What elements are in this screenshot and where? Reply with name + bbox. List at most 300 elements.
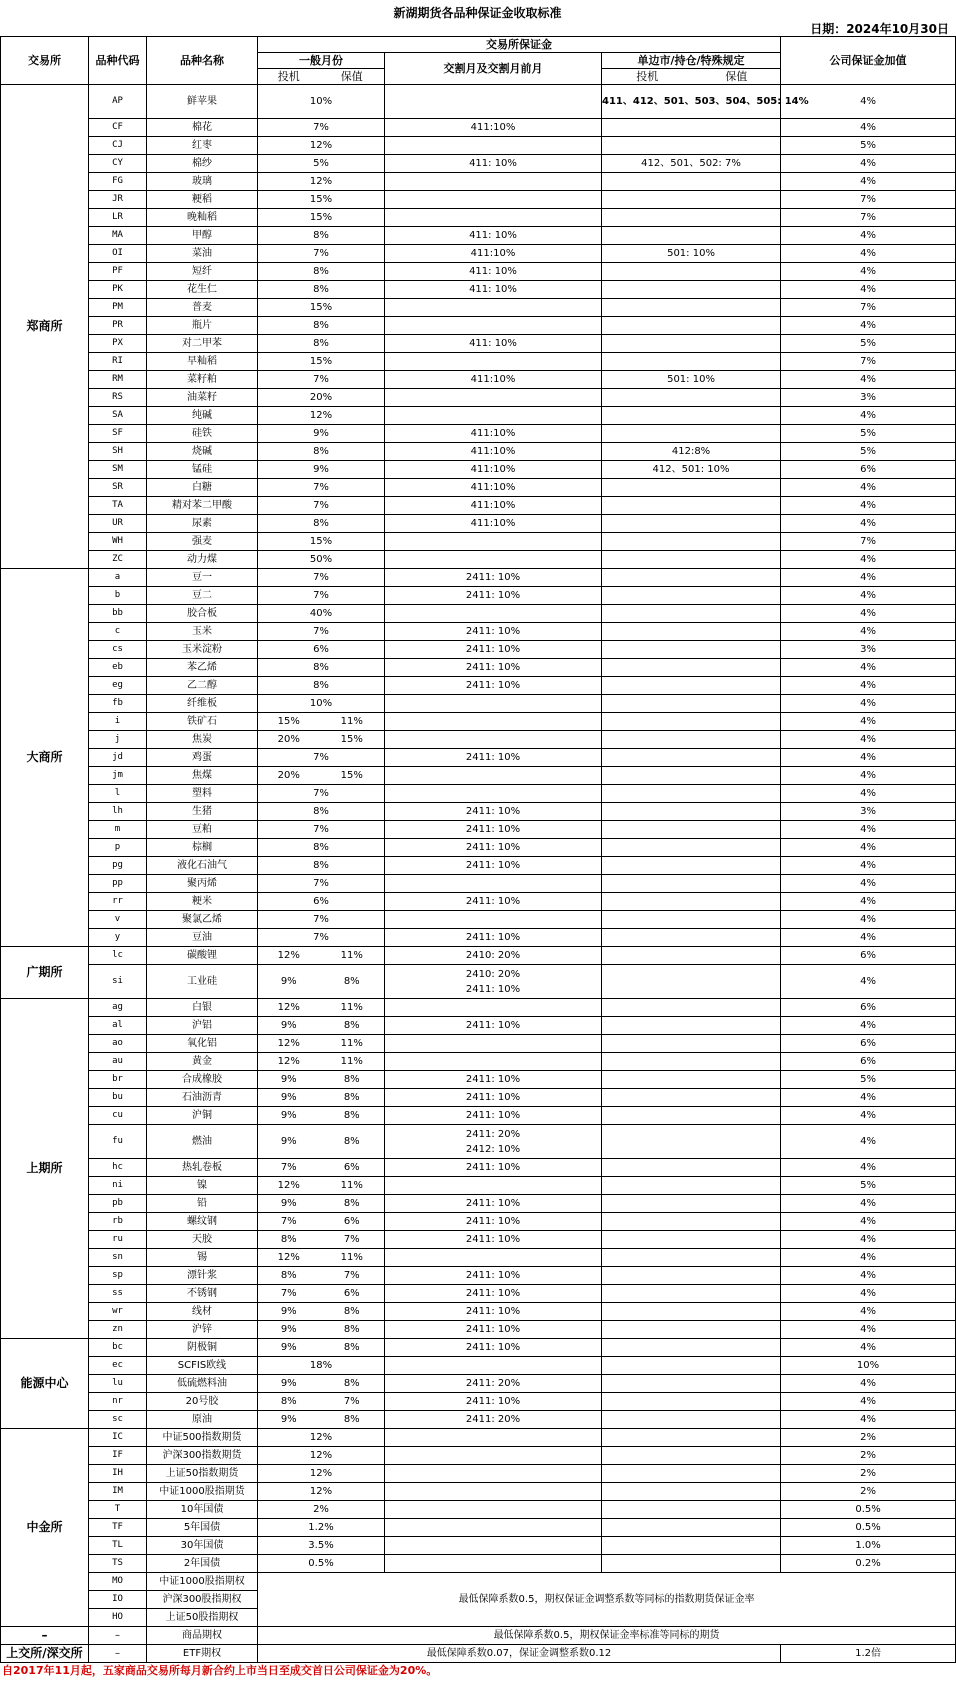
product-name: 焦炭 xyxy=(147,731,258,749)
special-margin xyxy=(602,929,781,947)
product-name: 阴极铜 xyxy=(147,1339,258,1357)
table-row xyxy=(1,1573,956,1591)
product-code: sc xyxy=(89,1411,147,1429)
product-code: sp xyxy=(89,1267,147,1285)
delivery-margin xyxy=(385,1501,602,1519)
special-margin: 412:8% xyxy=(602,443,781,461)
delivery-margin-line: 2411: 10% xyxy=(465,1198,521,1209)
table-row xyxy=(1,623,956,641)
product-code: MO xyxy=(89,1573,147,1591)
table-row xyxy=(1,641,956,659)
company-add: 4% xyxy=(781,1195,956,1213)
company-add: 3% xyxy=(781,641,956,659)
product-name: 聚丙烯 xyxy=(147,875,258,893)
product-code: ni xyxy=(89,1177,147,1195)
delivery-margin-line: 2410: 20% xyxy=(465,950,521,961)
company-add: 4% xyxy=(781,911,956,929)
delivery-margin xyxy=(385,569,602,587)
company-add: 4% xyxy=(781,1321,956,1339)
company-add: 4% xyxy=(781,1159,956,1177)
product-name: 沪铝 xyxy=(147,1017,258,1035)
header-hedge-2: 保值 xyxy=(693,69,781,85)
special-margin xyxy=(602,947,781,965)
general-margin-spec: 7% xyxy=(258,1159,320,1177)
table-row xyxy=(1,371,956,389)
special-margin xyxy=(602,1303,781,1321)
table-row xyxy=(1,1177,956,1195)
general-margin-spec: 9% xyxy=(258,965,320,999)
product-name: 豆一 xyxy=(147,569,258,587)
product-name: 氧化铝 xyxy=(147,1035,258,1053)
footnote: 自2017年11月起，五家商品交易所每月新合约上市当日至成交首日公司保证金为20%。 xyxy=(2,1664,438,1677)
special-margin xyxy=(602,1231,781,1249)
delivery-margin xyxy=(385,317,602,335)
delivery-margin xyxy=(385,857,602,875)
product-name: 燃油 xyxy=(147,1125,258,1159)
exchange-cell: 郑商所 xyxy=(1,85,89,569)
company-add: 4% xyxy=(781,965,956,999)
header-single-side: 单边市/持仓/特殊规定 xyxy=(602,53,781,69)
product-name: 商品期权 xyxy=(147,1627,258,1645)
delivery-margin xyxy=(385,371,602,389)
table-row xyxy=(1,1107,956,1125)
product-name: 5年国债 xyxy=(147,1519,258,1537)
general-margin-spec: 8% xyxy=(258,1267,320,1285)
delivery-margin xyxy=(385,1429,602,1447)
company-add: 3% xyxy=(781,803,956,821)
product-name: 上证50股指期权 xyxy=(147,1609,258,1627)
product-name: 上证50指数期货 xyxy=(147,1465,258,1483)
delivery-margin xyxy=(385,1465,602,1483)
general-margin-hedge: 11% xyxy=(320,999,385,1017)
general-margin: 15% xyxy=(258,191,385,209)
special-margin: 412、501、502: 7% xyxy=(602,155,781,173)
special-margin xyxy=(602,1267,781,1285)
general-margin-hedge: 11% xyxy=(320,1053,385,1071)
general-margin-spec: 12% xyxy=(258,1249,320,1267)
exchange-cell: 大商所 xyxy=(1,569,89,947)
delivery-margin xyxy=(385,515,602,533)
table-row xyxy=(1,515,956,533)
table-row xyxy=(1,1321,956,1339)
product-name: 豆二 xyxy=(147,587,258,605)
special-margin xyxy=(602,749,781,767)
special-margin xyxy=(602,227,781,245)
product-name: 30年国债 xyxy=(147,1537,258,1555)
special-margin xyxy=(602,317,781,335)
product-code: – xyxy=(89,1645,147,1663)
special-margin xyxy=(602,605,781,623)
header-spec: 投机 xyxy=(258,69,320,85)
general-margin: 8% xyxy=(258,317,385,335)
delivery-margin xyxy=(385,137,602,155)
delivery-margin xyxy=(385,191,602,209)
general-margin: 8% xyxy=(258,677,385,695)
product-code: RI xyxy=(89,353,147,371)
general-margin-spec: 9% xyxy=(258,1375,320,1393)
product-name: 纯碱 xyxy=(147,407,258,425)
company-add: 2% xyxy=(781,1483,956,1501)
general-margin-spec: 9% xyxy=(258,1303,320,1321)
product-name: 黄金 xyxy=(147,1053,258,1071)
table-row xyxy=(1,155,956,173)
table-row xyxy=(1,85,956,119)
product-name: 纤维板 xyxy=(147,695,258,713)
exchange-cell: 上交所/深交所 xyxy=(1,1645,89,1663)
company-add: 4% xyxy=(781,731,956,749)
delivery-margin-line: 2411: 20% xyxy=(465,1128,521,1140)
header-exchange: 交易所 xyxy=(1,37,89,85)
product-name: 硅铁 xyxy=(147,425,258,443)
general-margin-spec: 12% xyxy=(258,1177,320,1195)
company-add: 2% xyxy=(781,1465,956,1483)
product-code: CY xyxy=(89,155,147,173)
delivery-margin-line: 411: 10% xyxy=(469,284,517,295)
special-margin xyxy=(602,1053,781,1071)
product-code: LR xyxy=(89,209,147,227)
general-margin-spec: 9% xyxy=(258,1411,320,1429)
special-margin xyxy=(602,713,781,731)
table-row xyxy=(1,245,956,263)
delivery-margin xyxy=(385,1035,602,1053)
product-name: 中证1000股指期权 xyxy=(147,1573,258,1591)
delivery-margin xyxy=(385,803,602,821)
general-margin: 20% xyxy=(258,389,385,407)
product-name: 热轧卷板 xyxy=(147,1159,258,1177)
special-margin xyxy=(602,515,781,533)
product-code: zn xyxy=(89,1321,147,1339)
general-margin-spec: 8% xyxy=(258,1231,320,1249)
general-margin: 8% xyxy=(258,839,385,857)
product-name: 生猪 xyxy=(147,803,258,821)
table-row xyxy=(1,1017,956,1035)
special-margin xyxy=(602,173,781,191)
special-margin: 411、412、501、503、504、505: 14% xyxy=(602,85,781,119)
table-row xyxy=(1,281,956,299)
product-name: 天胶 xyxy=(147,1231,258,1249)
company-add: 4% xyxy=(781,605,956,623)
delivery-margin xyxy=(385,1231,602,1249)
delivery-margin xyxy=(385,1303,602,1321)
delivery-margin xyxy=(385,335,602,353)
delivery-margin xyxy=(385,785,602,803)
special-margin xyxy=(602,1071,781,1089)
product-name: 石油沥青 xyxy=(147,1089,258,1107)
general-margin: 8% xyxy=(258,281,385,299)
table-row xyxy=(1,965,956,999)
table-row xyxy=(1,137,956,155)
product-name: 尿素 xyxy=(147,515,258,533)
company-add: 7% xyxy=(781,191,956,209)
delivery-margin xyxy=(385,497,602,515)
delivery-margin xyxy=(385,1321,602,1339)
table-row xyxy=(1,1645,956,1663)
general-margin-spec: 12% xyxy=(258,1053,320,1071)
table-row xyxy=(1,1501,956,1519)
company-add: 4% xyxy=(781,569,956,587)
special-margin xyxy=(602,569,781,587)
delivery-margin-line: 2411: 10% xyxy=(465,842,521,853)
product-name: 鸡蛋 xyxy=(147,749,258,767)
delivery-margin-line: 2411: 10% xyxy=(465,1074,521,1085)
delivery-margin xyxy=(385,1107,602,1125)
options-note: 最低保障系数0.07，保证金调整系数0.12 xyxy=(258,1645,781,1663)
delivery-margin xyxy=(385,1555,602,1573)
product-name: 对二甲苯 xyxy=(147,335,258,353)
general-margin: 8% xyxy=(258,227,385,245)
product-code: jd xyxy=(89,749,147,767)
product-code: JR xyxy=(89,191,147,209)
table-row xyxy=(1,533,956,551)
header-name: 品种名称 xyxy=(147,37,258,85)
table-row xyxy=(1,893,956,911)
general-margin: 8% xyxy=(258,857,385,875)
delivery-margin-line: 2411: 10% xyxy=(465,824,521,835)
delivery-margin xyxy=(385,1053,602,1071)
product-code: PX xyxy=(89,335,147,353)
general-margin-hedge: 8% xyxy=(320,1125,385,1159)
product-code: sn xyxy=(89,1249,147,1267)
table-row xyxy=(1,263,956,281)
special-margin xyxy=(602,893,781,911)
product-name: 菜籽粕 xyxy=(147,371,258,389)
general-margin-spec: 12% xyxy=(258,947,320,965)
product-name: 螺纹钢 xyxy=(147,1213,258,1231)
special-margin xyxy=(602,119,781,137)
special-margin xyxy=(602,1249,781,1267)
product-code: PM xyxy=(89,299,147,317)
delivery-margin xyxy=(385,1483,602,1501)
product-code: TS xyxy=(89,1555,147,1573)
company-add: 1.0% xyxy=(781,1537,956,1555)
company-add: 4% xyxy=(781,155,956,173)
special-margin xyxy=(602,641,781,659)
special-margin xyxy=(602,1321,781,1339)
table-row xyxy=(1,551,956,569)
product-code: PR xyxy=(89,317,147,335)
product-name: 液化石油气 xyxy=(147,857,258,875)
special-margin xyxy=(602,1429,781,1447)
product-code: SM xyxy=(89,461,147,479)
company-add: 4% xyxy=(781,1339,956,1357)
general-margin-spec: 9% xyxy=(258,1125,320,1159)
company-add: 4% xyxy=(781,407,956,425)
table-row xyxy=(1,695,956,713)
delivery-margin-line: 2411: 10% xyxy=(465,896,521,907)
product-name: 棕榈 xyxy=(147,839,258,857)
general-margin: 15% xyxy=(258,209,385,227)
delivery-margin xyxy=(385,1393,602,1411)
product-code: si xyxy=(89,965,147,999)
special-margin xyxy=(602,1465,781,1483)
special-margin xyxy=(602,677,781,695)
special-margin xyxy=(602,1159,781,1177)
delivery-margin-line: 2411: 10% xyxy=(465,572,521,583)
table-row xyxy=(1,353,956,371)
company-add: 4% xyxy=(781,317,956,335)
delivery-margin xyxy=(385,209,602,227)
general-margin: 12% xyxy=(258,1429,385,1447)
general-margin: 7% xyxy=(258,875,385,893)
company-add: 6% xyxy=(781,1035,956,1053)
delivery-margin xyxy=(385,1357,602,1375)
company-add: 4% xyxy=(781,875,956,893)
special-margin xyxy=(602,623,781,641)
company-add: 3% xyxy=(781,389,956,407)
product-code: nr xyxy=(89,1393,147,1411)
general-margin-spec: 12% xyxy=(258,999,320,1017)
delivery-margin-line: 411: 10% xyxy=(469,158,517,169)
table-row xyxy=(1,1375,956,1393)
delivery-margin-line: 411:10% xyxy=(470,374,516,385)
table-row xyxy=(1,1303,956,1321)
product-name: 玻璃 xyxy=(147,173,258,191)
special-margin xyxy=(602,191,781,209)
product-code: ag xyxy=(89,999,147,1017)
exchange-cell: 能源中心 xyxy=(1,1339,89,1429)
product-name: 玉米淀粉 xyxy=(147,641,258,659)
product-name: 沪锌 xyxy=(147,1321,258,1339)
table-row xyxy=(1,1447,956,1465)
product-name: 锰硅 xyxy=(147,461,258,479)
delivery-margin xyxy=(385,1447,602,1465)
table-row xyxy=(1,1035,956,1053)
header-general-month: 一般月份 xyxy=(258,53,385,69)
company-add: 4% xyxy=(781,1249,956,1267)
delivery-margin-line: 411: 10% xyxy=(469,338,517,349)
table-row xyxy=(1,659,956,677)
general-margin: 7% xyxy=(258,497,385,515)
product-code: br xyxy=(89,1071,147,1089)
general-margin-hedge: 7% xyxy=(320,1267,385,1285)
product-code: HO xyxy=(89,1609,147,1627)
special-margin xyxy=(602,857,781,875)
general-margin: 1.2% xyxy=(258,1519,385,1537)
special-margin xyxy=(602,263,781,281)
product-code: – xyxy=(89,1627,147,1645)
product-name: 短纤 xyxy=(147,263,258,281)
special-margin xyxy=(602,281,781,299)
company-add: 7% xyxy=(781,209,956,227)
product-name: 中证500指数期货 xyxy=(147,1429,258,1447)
table-row xyxy=(1,1213,956,1231)
delivery-margin xyxy=(385,1125,602,1159)
general-margin-hedge: 11% xyxy=(320,1177,385,1195)
delivery-margin xyxy=(385,155,602,173)
delivery-margin xyxy=(385,875,602,893)
table-row xyxy=(1,785,956,803)
product-code: rb xyxy=(89,1213,147,1231)
company-add: 4% xyxy=(781,497,956,515)
product-name: 胶合板 xyxy=(147,605,258,623)
company-add: 4% xyxy=(781,1125,956,1159)
table-row xyxy=(1,1249,956,1267)
special-margin xyxy=(602,533,781,551)
table-row xyxy=(1,713,956,731)
product-name: 棉花 xyxy=(147,119,258,137)
product-code: ss xyxy=(89,1285,147,1303)
table-row xyxy=(1,461,956,479)
table-row xyxy=(1,389,956,407)
delivery-margin-line: 2411: 10% xyxy=(465,806,521,817)
delivery-margin xyxy=(385,479,602,497)
product-code: IH xyxy=(89,1465,147,1483)
special-margin xyxy=(602,1393,781,1411)
product-code: y xyxy=(89,929,147,947)
product-name: 粳稻 xyxy=(147,191,258,209)
table-row xyxy=(1,569,956,587)
table-row xyxy=(1,1393,956,1411)
delivery-margin-line: 2411: 10% xyxy=(465,1234,521,1245)
product-code: c xyxy=(89,623,147,641)
company-add: 4% xyxy=(781,839,956,857)
special-margin xyxy=(602,1177,781,1195)
general-margin-hedge: 7% xyxy=(320,1393,385,1411)
delivery-margin-line: 2411: 10% xyxy=(465,644,521,655)
product-name: SCFIS欧线 xyxy=(147,1357,258,1375)
exchange-cell: 上期所 xyxy=(1,999,89,1339)
delivery-margin xyxy=(385,893,602,911)
company-add: 4% xyxy=(781,767,956,785)
table-row xyxy=(1,857,956,875)
delivery-margin xyxy=(385,1375,602,1393)
table-row xyxy=(1,999,956,1017)
delivery-margin xyxy=(385,281,602,299)
delivery-margin xyxy=(385,245,602,263)
delivery-margin xyxy=(385,173,602,191)
delivery-margin xyxy=(385,1537,602,1555)
delivery-margin-line: 411:10% xyxy=(470,446,516,457)
general-margin: 7% xyxy=(258,587,385,605)
delivery-margin-line: 2411: 10% xyxy=(465,1110,521,1121)
delivery-margin xyxy=(385,407,602,425)
header-spec-2: 投机 xyxy=(602,69,693,85)
product-code: pp xyxy=(89,875,147,893)
delivery-margin-line: 2411: 10% xyxy=(465,1092,521,1103)
product-code: ec xyxy=(89,1357,147,1375)
special-margin xyxy=(602,965,781,999)
delivery-margin-line: 411:10% xyxy=(470,500,516,511)
delivery-margin xyxy=(385,947,602,965)
delivery-margin xyxy=(385,263,602,281)
special-margin xyxy=(602,1411,781,1429)
general-margin: 6% xyxy=(258,641,385,659)
product-code: b xyxy=(89,587,147,605)
table-row xyxy=(1,1231,956,1249)
delivery-margin-line: 2411: 20% xyxy=(465,1414,521,1425)
delivery-margin xyxy=(385,1071,602,1089)
product-code: MA xyxy=(89,227,147,245)
options-note: 最低保障系数0.5，期权保证金率标准等同标的期货 xyxy=(258,1627,956,1645)
delivery-margin xyxy=(385,551,602,569)
delivery-margin xyxy=(385,731,602,749)
delivery-margin-line: 2411: 10% xyxy=(465,1324,521,1335)
table-row xyxy=(1,947,956,965)
product-name: 苯乙烯 xyxy=(147,659,258,677)
table-row xyxy=(1,191,956,209)
table-row xyxy=(1,875,956,893)
delivery-margin-line: 2411: 10% xyxy=(465,1216,521,1227)
general-margin: 8% xyxy=(258,515,385,533)
table-row xyxy=(1,335,956,353)
company-add: 4% xyxy=(781,1107,956,1125)
product-code: CF xyxy=(89,119,147,137)
delivery-margin xyxy=(385,587,602,605)
delivery-margin xyxy=(385,713,602,731)
company-add: 6% xyxy=(781,461,956,479)
table-row xyxy=(1,1537,956,1555)
special-margin xyxy=(602,731,781,749)
